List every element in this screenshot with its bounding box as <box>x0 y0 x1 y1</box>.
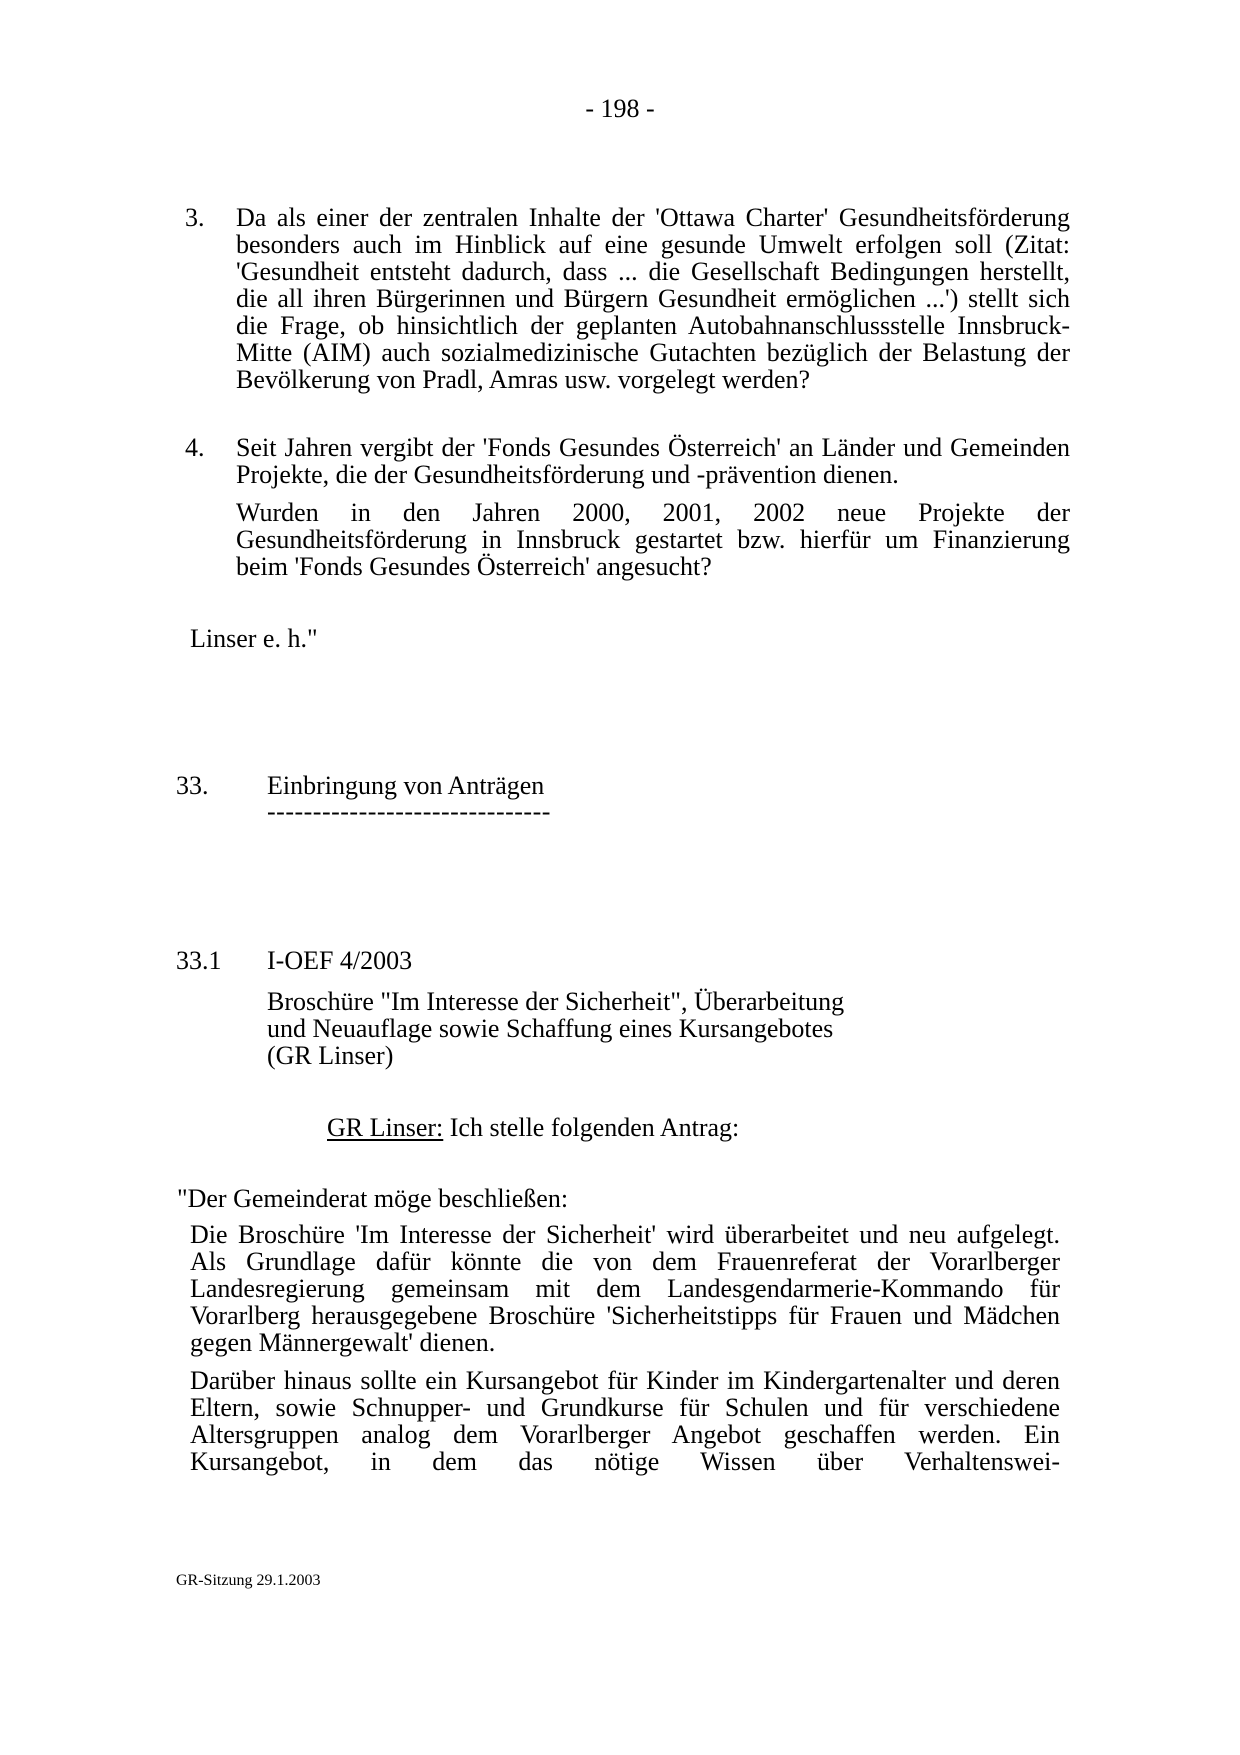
subsection-number: 33.1 <box>176 946 222 975</box>
question-body <box>236 434 1070 580</box>
question-number: 4. <box>185 433 205 462</box>
section-title: Einbringung von Anträgen <box>267 771 545 800</box>
subsection-subject <box>267 988 844 1069</box>
question-paragraph: Seit Jahren vergibt der 'Fonds Gesundes Österreich' an Länder und Gemeinden Projekte, die der Gesundheitsförderung und -prävention dienen. <box>236 433 1070 489</box>
page-number: - 198 - <box>585 94 655 123</box>
resolution-body <box>190 1221 1060 1475</box>
question-4 <box>185 434 1070 580</box>
question-paragraph: Wurden in den Jahren 2000, 2001, 2002 neue Projekte der Gesundheitsförderung in Innsbruck gestartet bzw. hierfür um Finanzierung beim 'Fonds Gesundes Österreich' angesucht? <box>236 498 1070 581</box>
question-3 <box>185 204 1070 393</box>
question-number: 3. <box>185 203 205 232</box>
resolution-paragraph: Die Broschüre 'Im Interesse der Sicherheit' wird überarbeitet und neu aufgelegt. Als Grundlage dafür könnte die von dem Frauenreferat der Vorarlberger Landesregierung gemeinsam mit dem Landesgendarmerie-Kommando für Vorarlberg herausgegebene Broschüre 'Sicherheitstipps für Frauen und Mädchen gegen Männergewalt' dienen. <box>190 1220 1060 1357</box>
subject-line: (GR Linser) <box>267 1041 394 1070</box>
subsection-code: I-OEF 4/2003 <box>267 946 413 975</box>
section-number: 33. <box>176 771 209 800</box>
section-title-underline: ------------------------------- <box>267 797 551 826</box>
speaker-statement: Ich stelle folgenden Antrag: <box>443 1113 740 1142</box>
question-body <box>236 204 1070 393</box>
signature: Linser e. h." <box>190 624 318 653</box>
speaker-name: GR Linser: <box>327 1113 444 1142</box>
speaker-line <box>327 1113 739 1143</box>
question-paragraph: Da als einer der zentralen Inhalte der 'Ottawa Charter' Gesundheitsförderung besonders auch im Hinblick auf eine gesunde Umwelt erfolgen soll (Zitat: 'Gesundheit entsteht dadurch, dass ... die Gesellschaft Bedingungen herstellt, die all ihren Bürgerinnen und Bürgern Gesundheit ermöglichen ...') stellt sich die Frage, ob hinsichtlich der geplanten Autobahnanschlussstelle Innsbruck-Mitte (AIM) auch sozialmedizinische Gutachten bezüglich der Belastung der Bevölkerung von Pradl, Amras usw. vorgelegt werden? <box>236 203 1070 394</box>
resolution-paragraph: Darüber hinaus sollte ein Kursangebot für Kinder im Kindergartenalter und deren Eltern, sowie Schnupper- und Grundkurse für Schulen und für verschiedene Altersgruppen analog dem Vorarlberger Angebot geschaffen werden. Ein Kursangebot, in dem das nötige Wissen über Verhaltenswei- <box>190 1366 1060 1476</box>
resolution-intro: "Der Gemeinderat möge beschließen: <box>177 1184 569 1213</box>
subject-line: Broschüre "Im Interesse der Sicherheit", Überarbeitung <box>267 987 845 1016</box>
subject-line: und Neuauflage sowie Schaffung eines Kursangebotes <box>267 1014 834 1043</box>
footer: GR-Sitzung 29.1.2003 <box>176 1572 321 1589</box>
